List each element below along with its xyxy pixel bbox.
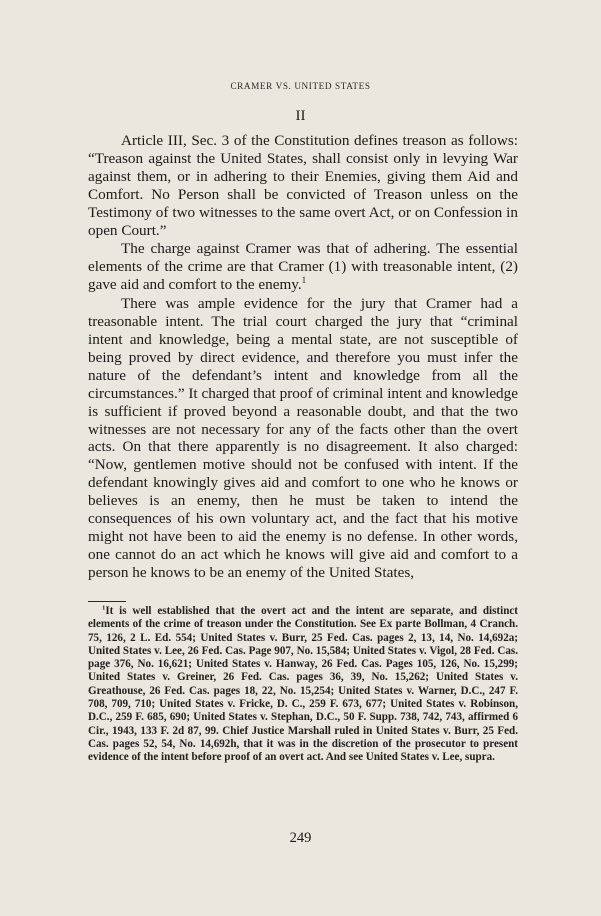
footnote-paragraph bbox=[88, 605, 518, 765]
paragraph-charge-text: The charge against Cramer was that of adhering. The essential elements of the crime are that Cramer (1) with treasonable intent, (2) gave aid and comfort to the enemy. bbox=[88, 240, 518, 294]
footnote-divider bbox=[88, 601, 126, 602]
section-number: II bbox=[295, 108, 306, 124]
footnote-mark: 1 bbox=[102, 604, 106, 612]
footnote bbox=[88, 605, 518, 765]
page-number: 249 bbox=[289, 830, 312, 846]
paragraph-intent: There was ample evidence for the jury that Cramer had a treasonable intent. The trial court charged the jury that “criminal intent and knowledge, being a mental state, are not susceptible of being proved by direct evidence, and therefore you must infer the nature of the defendant’s intent and knowledge from all the circumstances.” It charged that proof of criminal intent and knowledge is sufficient if proved beyond a reasonable doubt, and that the two witnesses are not necessary for any of the facts other than the overt acts. On that there apparently is no disagreement. It also charged: “Now, gentlemen motive should not be confused with intent. If the defendant knowingly gives aid and comfort to one who he knows or believes is an enemy, then he must be taken to intend the consequences of his own voluntary act, and the fact that his motive might not have been to aid the enemy is no defense. In other words, one cannot do an act which he knows will give aid and comfort to a person he knows to be an enemy of the United States, bbox=[88, 295, 518, 581]
running-head: CRAMER VS. UNITED STATES bbox=[230, 81, 371, 91]
footnote-reference[interactable]: 1 bbox=[301, 275, 307, 286]
paragraph-charge bbox=[88, 240, 518, 294]
footnote-text: It is well established that the overt act and the intent are separate, and distinct elements of the crime of treason under the Constitution. See Ex parte Bollman, 4 Cranch. 75, 126, 2 L. Ed. 554; United States v. Burr, 25 Fed. Cas. pages 2, 13, 14, No. 14,692a; United States v. Lee, 26 Fed. Cas. Page 907, No. 15,584; United States v. Vigol, 28 Fed. Cas. page 376, No. 16,621; United States v. Hanway, 26 Fed. Cas. Pages 105, 126, No. 15,299; United States v. Greiner, 26 Fed. Cas. pages 36, 39, No. 15,262; United States v. Greathouse, 26 Fed. Cas. pages 18, 22, No. 15,254; United States v. Warner, D.C., 247 F. 708, 709, 710; United States v. Fricke, D. C., 259 F. 673, 677; United States v. Robinson, D.C., 259 F. 685, 690; United States v. Stephan, D.C., 50 F. Supp. 738, 742, 743, affirmed 6 Cir., 1943, 133 F. 2d 87, 99. Chief Justice Marshall ruled in United States v. Burr, 25 Fed. Cas. pages 52, 54, No. 14,692h, that it was in the discretion of the prosecutor to present evidence of the intent before proof of an overt act. And see United States v. Lee, supra. bbox=[88, 605, 518, 764]
body-text bbox=[88, 132, 518, 582]
paragraph-article-iii: Article III, Sec. 3 of the Constitution defines treason as follows: “Treason against the United States, shall consist only in levying War against them, or in adhering to their Enemies, giving them Aid and Comfort. No Person shall be convicted of Treason unless on the Testimony of two witnesses to the same overt Act, or on Confession in open Court.” bbox=[88, 132, 518, 239]
